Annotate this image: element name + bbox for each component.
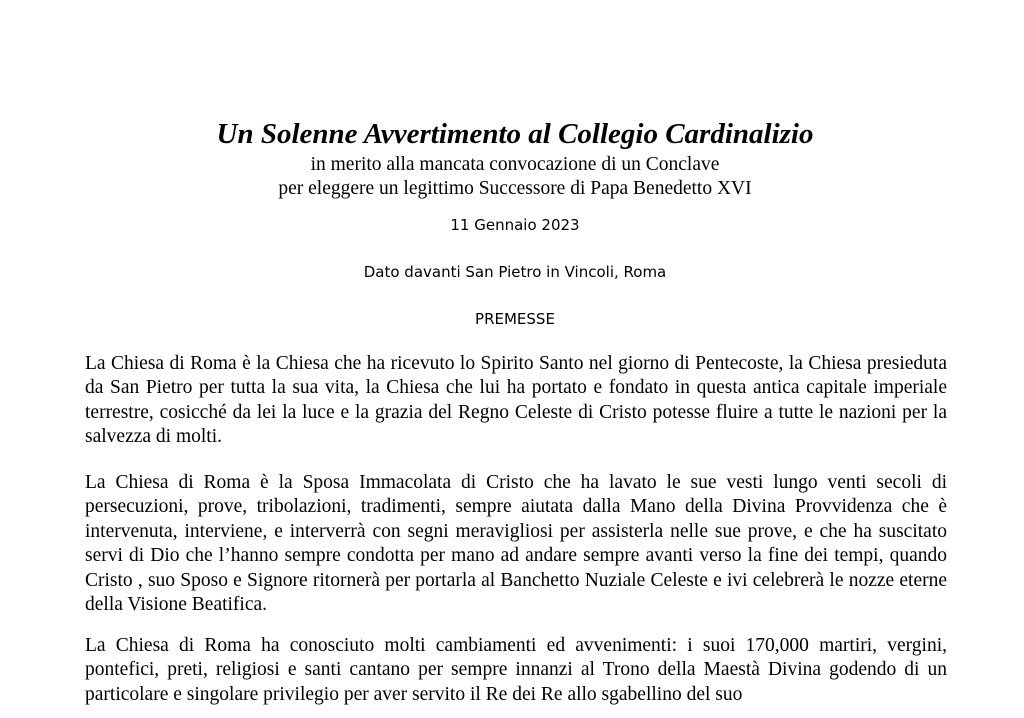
paragraph-1: La Chiesa di Roma è la Chiesa che ha ricevuto lo Spirito Santo nel giorno di Pentecoste, la Chiesa presieduta da San Pietro per tutta la sua vita, la Chiesa che lui ha portato e fondato in questa antica capitale imperiale terrestre, cosicché da lei la luce e la grazia del Regno Celeste di Cristo potesse fluire a tutte le nazioni per la salvezza di molti. [85, 353, 947, 448]
document-title: Un Solenne Avvertimento al Collegio Cardinalizio [216, 118, 814, 150]
document-subtitle-line-1: in merito alla mancata convocazione di un Conclave [310, 154, 720, 175]
document-subtitle-line-2: per eleggere un legittimo Successore di Papa Benedetto XVI [278, 178, 752, 199]
document-place: Dato davanti San Pietro in Vincoli, Roma [363, 263, 667, 281]
document-date: 11 Gennaio 2023 [450, 216, 580, 234]
paragraph-3: La Chiesa di Roma ha conosciuto molti cambiamenti ed avvenimenti: i suoi 170,000 martiri, vergini, pontefici, preti, religiosi e santi cantano per sempre innanzi al Trono della Maestà Divina godendo di un particolare e singolare privilegio per aver servito il Re dei Re allo sgabellino del suo [85, 635, 947, 705]
section-heading: PREMESSE [475, 310, 555, 328]
paragraph-2: La Chiesa di Roma è la Sposa Immacolata di Cristo che ha lavato le sue vesti lungo venti secoli di persecuzioni, prove, tribolazioni, tradimenti, sempre aiutata dalla Mano della Divina Provvidenza che è intervenuta, interviene, e interverrà con segni meravigliosi per assisterla nelle sue prove, e che ha suscitato servi di Dio che l’hanno sempre condotta per mano ad andare sempre avanti verso la fine dei tempi, quando Cristo , suo Sposo e Signore ritornerà per portarla al Banchetto Nuziale Celeste e ivi celebrerà le nozze eterne della Visione Beatifica. [85, 472, 947, 616]
